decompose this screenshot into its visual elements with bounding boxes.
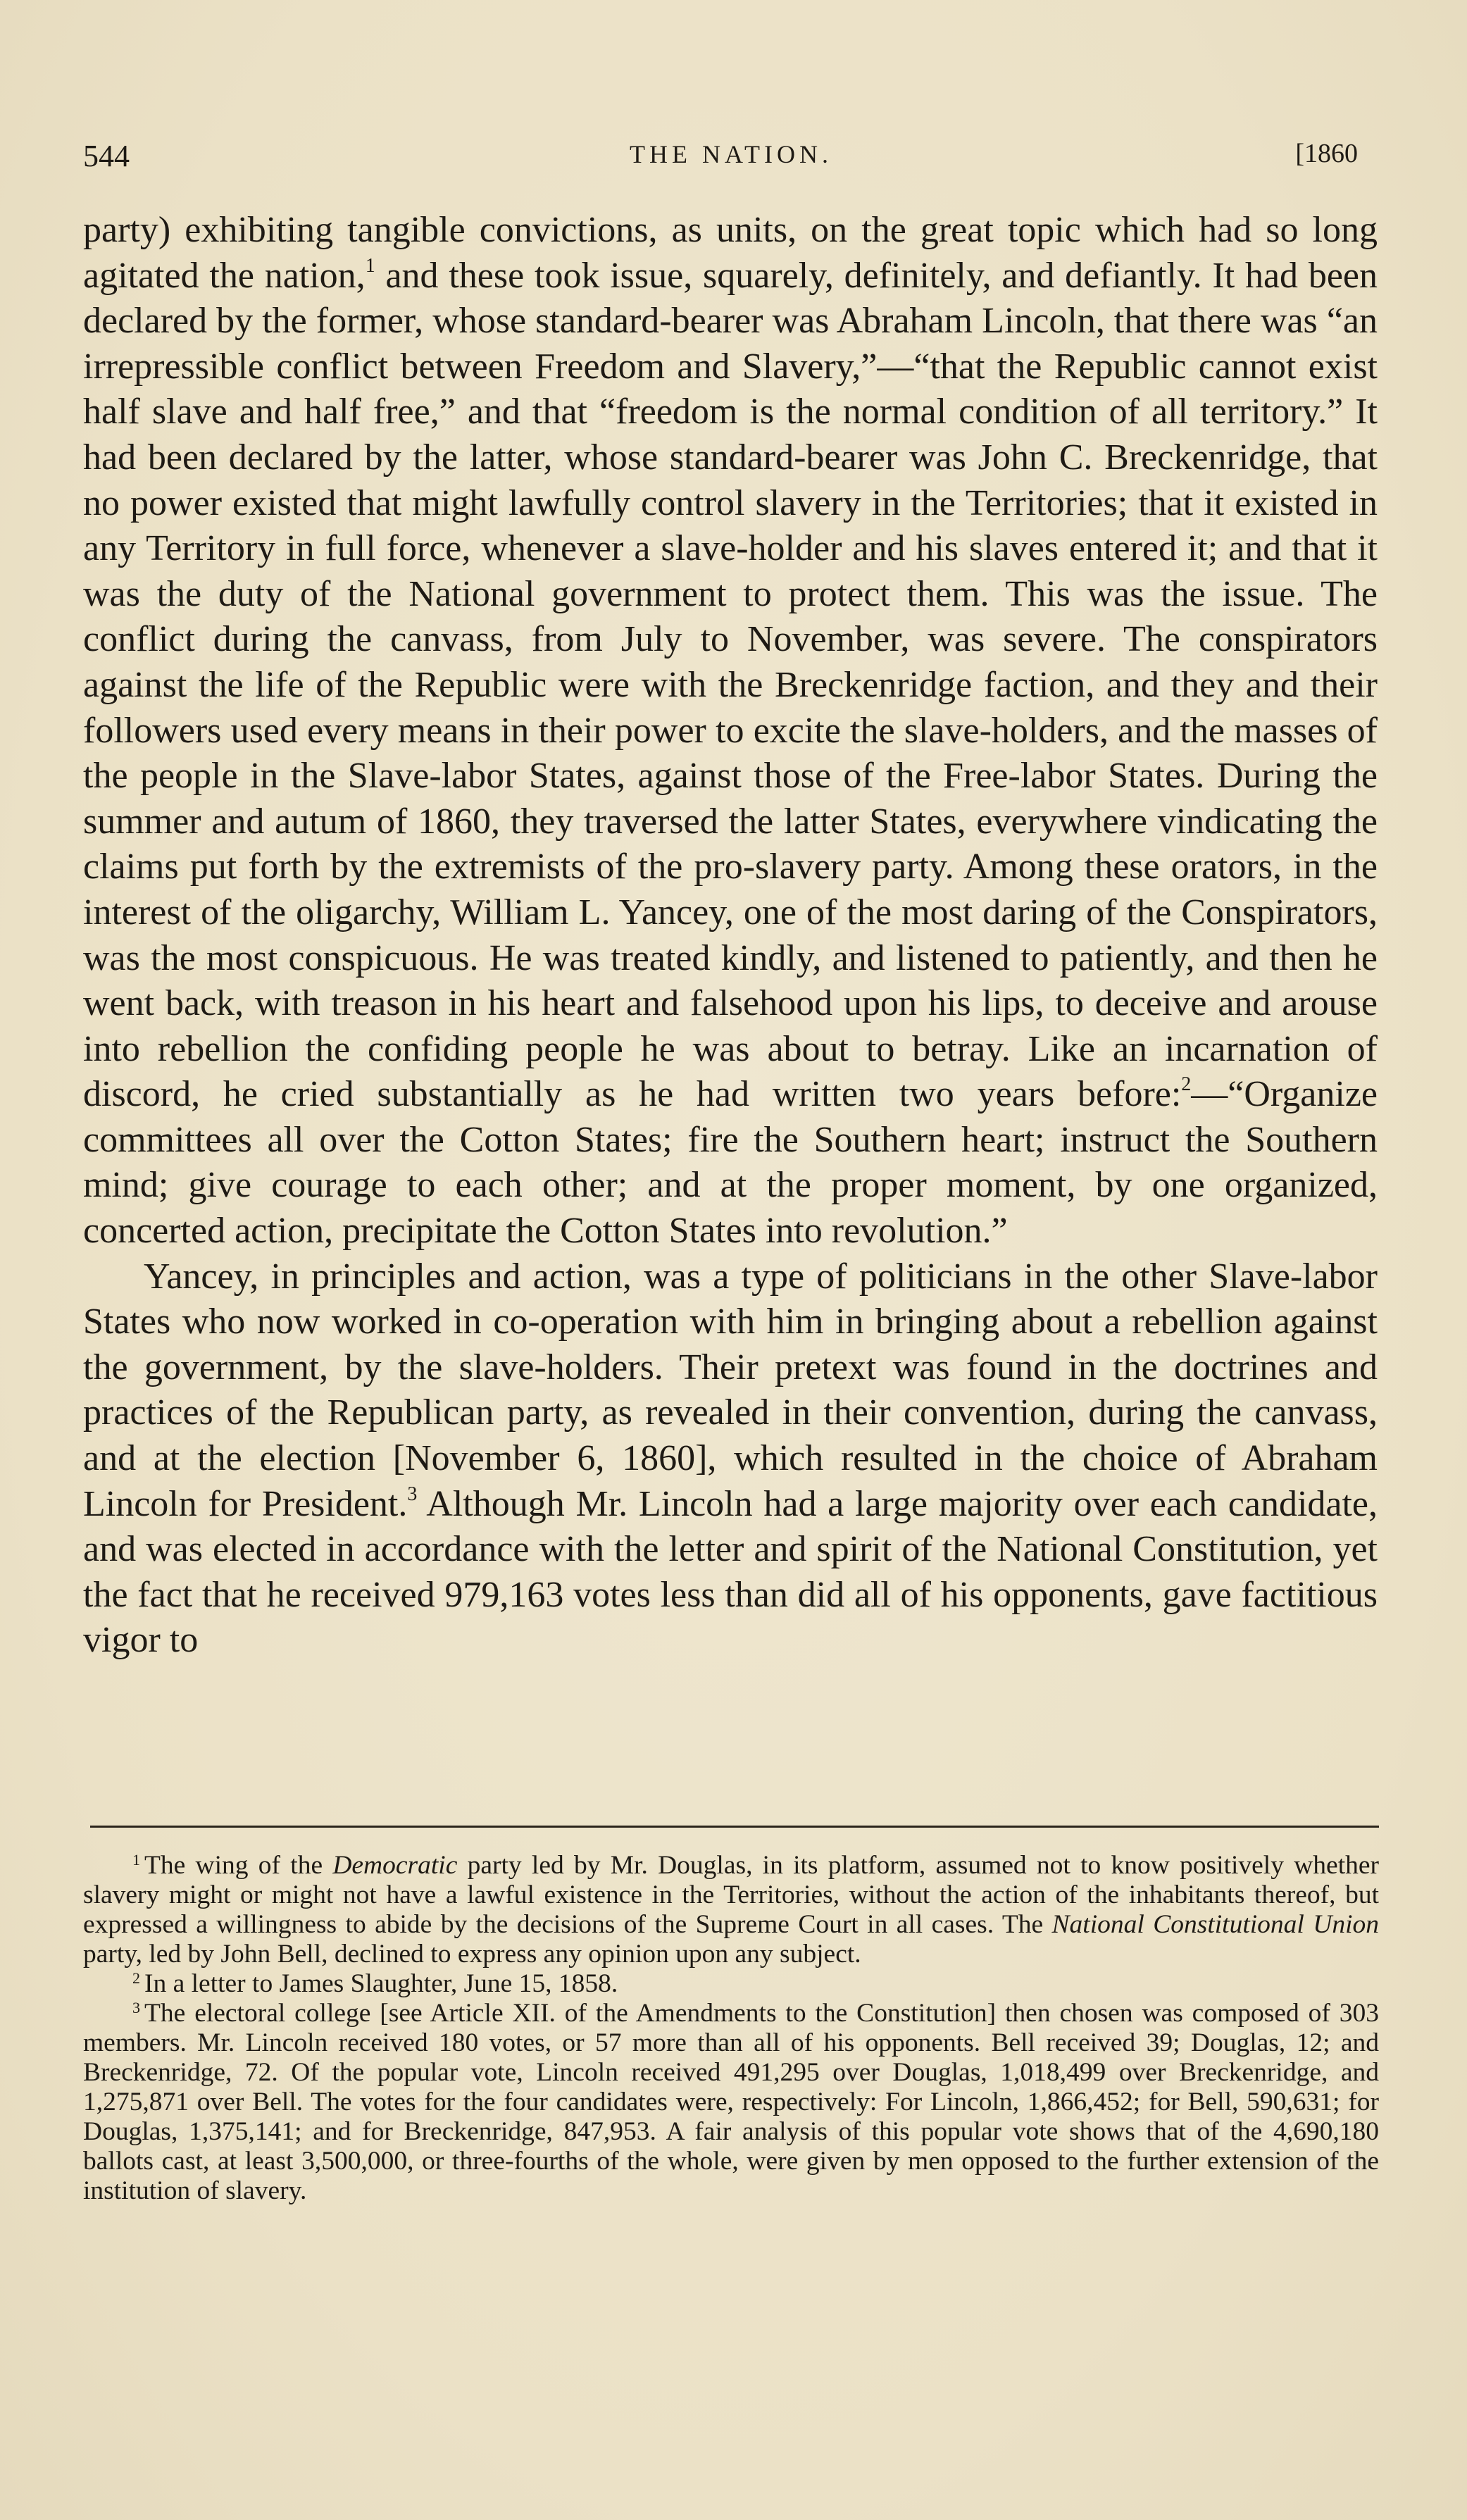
footnote-3: [83, 1999, 1379, 2206]
footnote-1-italic-b: National Constitutional Union: [1051, 1910, 1379, 1939]
footnote-1-text-c: party, led by John Bell, declined to express any opinion upon any subject.: [83, 1940, 861, 1969]
footnote-1-mark: 1: [132, 1851, 140, 1869]
paragraph-1-text-c: —“Organize committees all over the Cotton States; fire the Southern heart; instruct the Southern mind; give courage to each other; and at the proper moment, by one organized, concerted action, precipitate the Cotton States into revolution.”: [83, 1074, 1378, 1252]
paragraph-1: [83, 208, 1378, 1254]
page-number: 544: [83, 139, 130, 173]
footnote-3-mark: 3: [132, 1999, 140, 2016]
running-year: [1860: [1295, 139, 1358, 168]
footnote-1-italic-a: Democratic: [332, 1851, 458, 1880]
main-text: [83, 208, 1378, 1664]
footnote-1-text-b: party led by Mr. Douglas, in its platform, assumed not to know positively whether slavery might or might not have a lawful existence in the Territories, without the action of the inhabitants thereof, but expressed a willingness to abide by the decisions of the Supreme Court in all cases. The: [83, 1851, 1379, 1939]
footnote-2-mark: 2: [132, 1969, 140, 1987]
footnote-ref-2: 2: [1181, 1073, 1192, 1096]
footnote-1: [83, 1851, 1379, 1969]
footnote-ref-1: 1: [365, 254, 375, 277]
paragraph-2: [83, 1254, 1378, 1664]
running-title: THE NATION.: [630, 140, 832, 168]
paragraph-2-text-a: Yancey, in principles and action, was a type of politicians in the other Slave-labor States who now worked in co-operation with him in bringing about a rebellion against the government, by the slave-holders. Their pretext was found in the doctrines and practices of the Republican party, as revealed in their convention, during the canvass, and at the election [November 6, 1860], which resulted in the choice of Abraham Lincoln for President.: [83, 1256, 1378, 1524]
paragraph-1-text-b: and these took issue, squarely, definitely, and defiantly. It had been declared by the former, whose standard-bearer was Abraham Lincoln, that there was “an irrepressible conflict between Freedom and Slavery,”—“that the Republic cannot exist half slave and half free,” and that “freedom is the normal condition of all territory.” It had been declared by the latter, whose standard-bearer was John C. Breckenridge, that no power existed that might lawfully control slavery in the Territories; that it existed in any Territory in full force, whenever a slave-holder and his slaves entered it; and that it was the duty of the National government to protect them. This was the issue. The conflict during the canvass, from July to November, was severe. The conspirators against the life of the Republic were with the Breckenridge faction, and they and their followers used every means in their power to excite the slave-holders, and the masses of the people in the Slave-labor States, against those of the Free-labor States. During the summer and autum of 1860, they traversed the latter States, everywhere vindicating the claims put forth by the extremists of the pro-slavery party. Among these orators, in the interest of the oligarchy, William L. Yancey, one of the most daring of the Conspirators, was the most conspicuous. He was treated kindly, and listened to patiently, and then he went back, with treason in his heart and falsehood upon his lips, to deceive and arouse into rebellion the confiding people he was about to betray. Like an incarnation of discord, he cried substantially as he had written two years before:: [83, 255, 1378, 1115]
footnote-3-text: The electoral college [see Article XII. of the Amendments to the Constitution] then chosen was composed of 303 members. Mr. Lincoln received 180 votes, or 57 more than all of his opponents. Bell received 39; Douglas, 12; and Breckenridge, 72. Of the popular vote, Lincoln received 491,295 over Douglas, 1,018,499 over Breckenridge, and 1,275,871 over Bell. The votes for the four candidates were, respectively: For Lincoln, 1,866,452; for Bell, 590,631; for Douglas, 1,375,141; and for Breckenridge, 847,953. A fair analysis of this popular vote shows that of the 4,690,180 ballots cast, at least 3,500,000, or three-fourths of the whole, were given by men opposed to the further extension of the institution of slavery.: [83, 1999, 1379, 2205]
footnote-2-text: In a letter to James Slaughter, June 15, 1858.: [144, 1969, 618, 1998]
footnote-2: [83, 1969, 1379, 1999]
footnote-1-text-a: The wing of the: [144, 1851, 333, 1880]
paragraph-2-text-b: Although Mr. Lincoln had a large majority over each candidate, and was elected in accordance with the letter and spirit of the National Constitution, yet the fact that he received 979,163 votes less than did all of his opponents, gave factitious vigor to: [83, 1483, 1378, 1661]
page-header: [83, 138, 1379, 180]
footnote-divider: [90, 1826, 1379, 1828]
footnotes: [83, 1851, 1379, 2206]
footnote-ref-3: 3: [407, 1483, 418, 1505]
paragraph-1-text-a: party) exhibiting tangible convictions, as units, on the great topic which had so long agitated the nation,: [83, 210, 1378, 296]
